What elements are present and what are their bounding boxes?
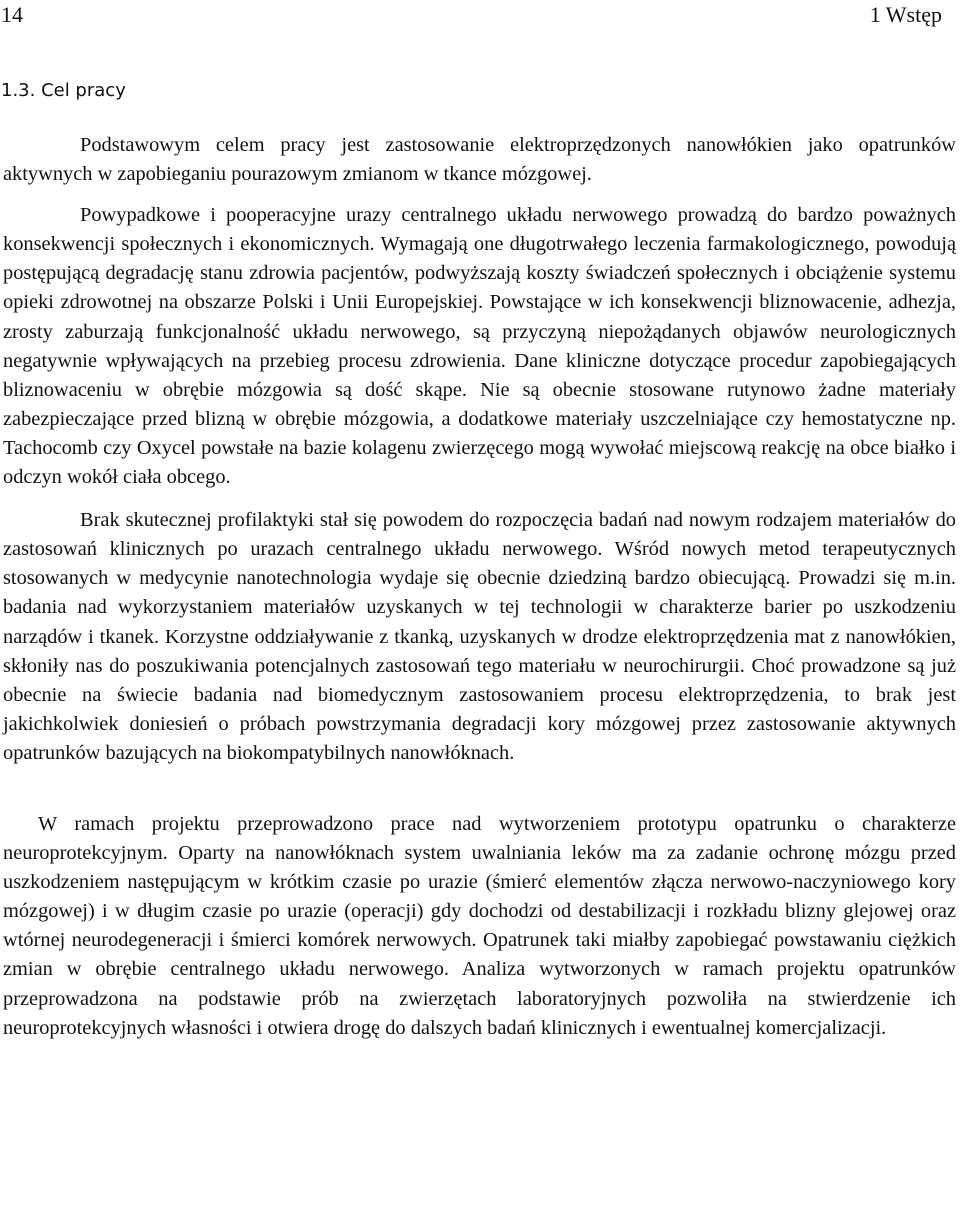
section-heading: 1.3. Cel pracy bbox=[1, 80, 126, 101]
page-number: 14 bbox=[1, 2, 23, 27]
chapter-title: 1 Wstęp bbox=[869, 2, 942, 27]
paragraph-3: Brak skutecznej profilaktyki stał się powodem do rozpoczęcia badań nad nowym rodzajem materiałów do zastosowań klinicznych po urazach centralnego układu nerwowego. Wśród nowych metod terapeutycznych stosowanych w medycynie nanotechnologia wydaje się obecnie dziedziną bardzo obiecującą. Prowadzi się m.in. badania nad wykorzystaniem materiałów uzyskanych w tej technologii w charakterze barier po uszkodzeniu narządów i tkanek. Korzystne oddziaływanie z tkanką, uzyskanych w drodze elektroprzędzenia mat z nanowłókien, skłoniły nas do poszukiwania potencjalnych zastosowań tego materiału w neurochirurgii. Choć prowadzone są już obecnie na świecie badania nad biomedycznym zastosowaniem procesu elektroprzędzenia, to brak jest jakichkolwiek doniesień o próbach powstrzymania degradacji kory mózgowej przez zastosowanie aktywnych opatrunków bazujących na biokompatybilnych nanowłóknach. bbox=[3, 509, 956, 764]
body-text bbox=[3, 131, 956, 1043]
paragraph-1: Podstawowym celem pracy jest zastosowanie elektroprzędzonych nanowłókien jako opatrunków aktywnych w zapobieganiu pourazowym zmianom w tkance mózgowej. bbox=[3, 134, 956, 186]
running-header bbox=[0, 2, 960, 36]
paragraph-2: Powypadkowe i pooperacyjne urazy centralnego układu nerwowego prowadzą do bardzo poważnych konsekwencji społecznych i ekonomicznych. Wymagają one długotrwałego leczenia farmakologicznego, powodują postępującą degradację stanu zdrowia pacjentów, podwyższają koszty świadczeń społecznych i obciążenie systemu opieki zdrowotnej na obszarze Polski i Unii Europejskiej. Powstające w ich konsekwencji bliznowacenie, adhezja, zrosty zaburzają funkcjonalność układu nerwowego, są przyczyną niepożądanych objawów neurologicznych negatywnie wpływających na przebieg procesu zdrowienia. Dane kliniczne dotyczące procedur zapobiegających bliznowaceniu w obrębie mózgowia są dość skąpe. Nie są obecnie stosowane rutynowo żadne materiały zabezpieczające przed blizną w obrębie mózgowia, a dodatkowe materiały uszczelniające czy hemostatyczne np. Tachocomb czy Oxycel powstałe na bazie kolagenu zwierzęcego mogą wywołać miejscową reakcję na obce białko i odczyn wokół ciała obcego. bbox=[3, 204, 956, 489]
paragraph-4: W ramach projektu przeprowadzono prace nad wytworzeniem prototypu opatrunku o charakterze neuroprotekcyjnym. Oparty na nanowłóknach system uwalniania leków ma za zadanie ochronę mózgu przed uszkodzeniem następującym w krótkim czasie po urazie (śmierć elementów złącza nerwowo-naczyniowego kory mózgowej) i w długim czasie po urazie (operacji) gdy dochodzi od destabilizacji i rozkładu blizny glejowej oraz wtórnej neurodegeneracji i śmierci komórek nerwowych. Opatrunek taki miałby zapobiegać powstawaniu ciężkich zmian w obrębie centralnego układu nerwowego. Analiza wytworzonych w ramach projektu opatrunków przeprowadzona na podstawie prób na zwierzętach laboratoryjnych pozwoliła na stwierdzenie ich neuroprotekcyjnych własności i otwiera drogę do dalszych badań klinicznych i ewentualnej komercjalizacji. bbox=[3, 812, 956, 1039]
